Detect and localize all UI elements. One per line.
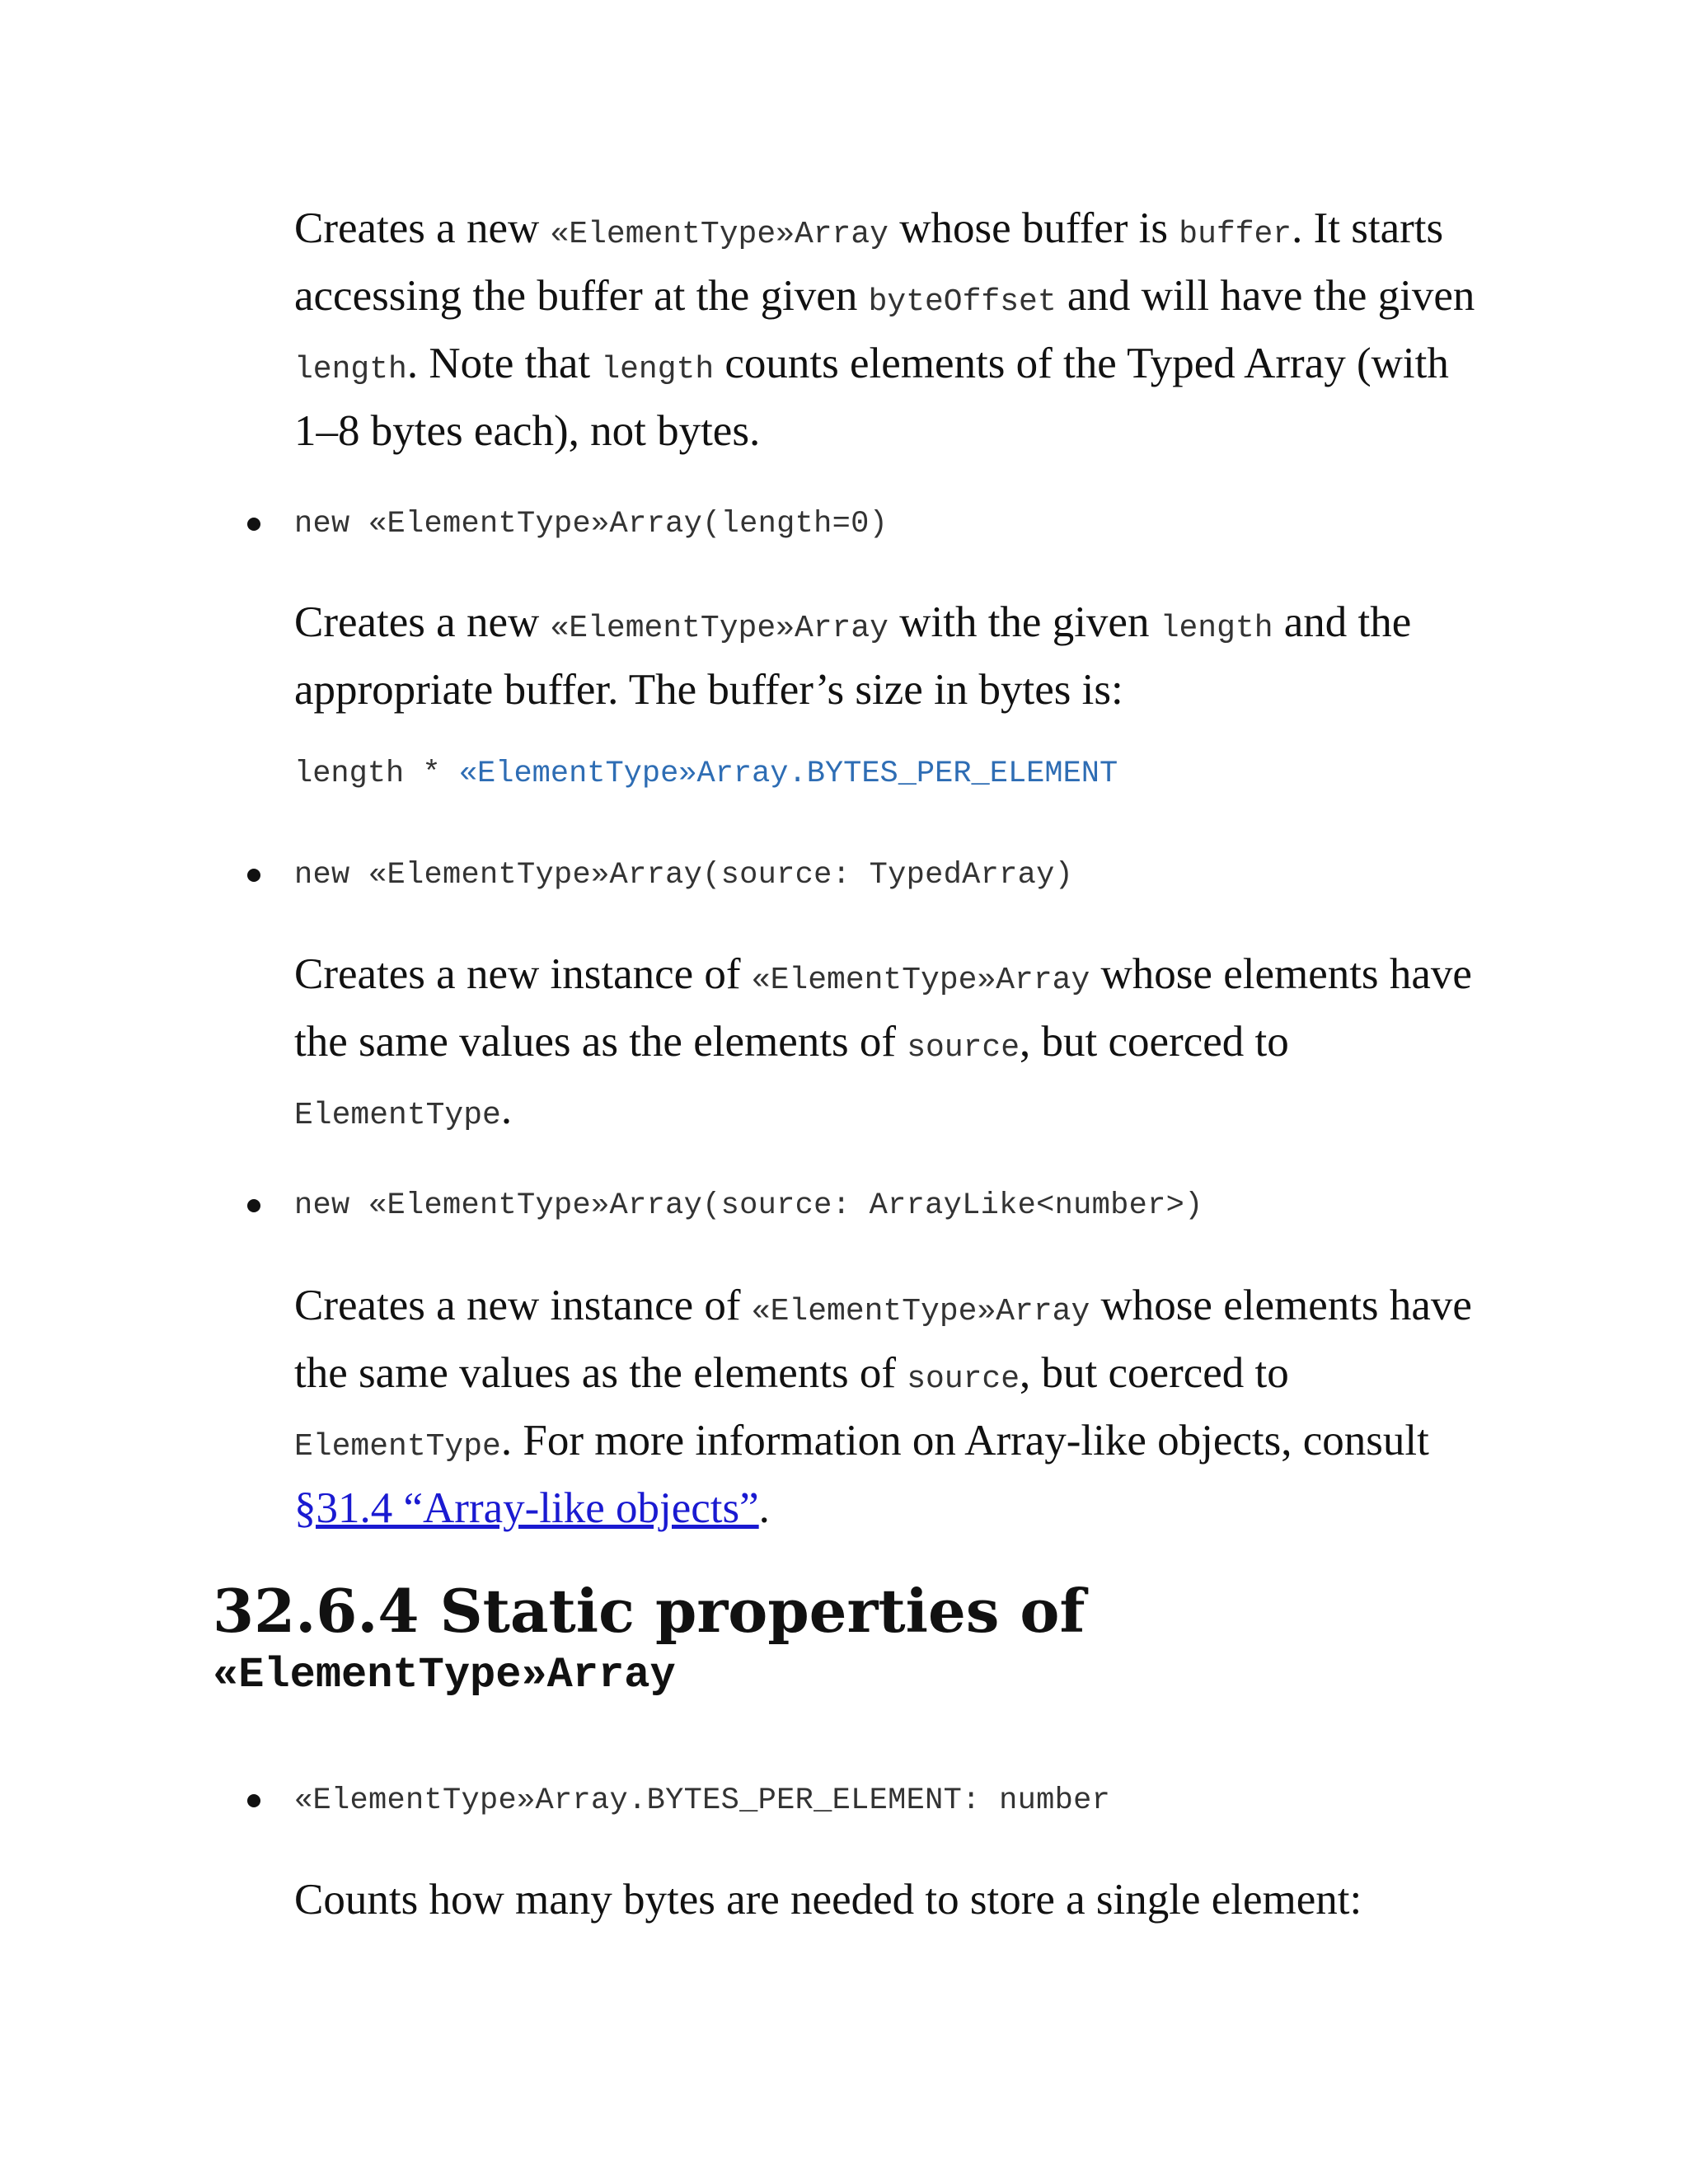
inline-code: length (601, 352, 715, 387)
paragraph-bytes-per-element: Counts how many bytes are needed to store a single element: (294, 1876, 1362, 1924)
inline-code: source (907, 1361, 1020, 1397)
list-item-typedarray-constructor (247, 855, 1073, 896)
text: Creates a new instance of (294, 1282, 752, 1329)
text: , but coerced to (1020, 1349, 1289, 1397)
paragraph-buffer-constructor (294, 198, 1481, 462)
bullet-icon (247, 1794, 260, 1807)
inline-code: length (294, 352, 407, 387)
list-item-arraylike-constructor (247, 1185, 1203, 1226)
inline-code: «ElementType»Array (550, 217, 889, 252)
paragraph-typedarray-constructor (294, 944, 1481, 1146)
signature-code: new «ElementType»Array(length=0) (294, 507, 889, 541)
code-block-buffer-size (294, 757, 1118, 791)
signature-code: new «ElementType»Array(source: ArrayLike<number>) (294, 1188, 1203, 1223)
section-heading-code: «ElementType»Array (213, 1651, 676, 1699)
text: . For more information on Array-like objects, consult (500, 1417, 1429, 1465)
list-item-bytes-per-element (247, 1780, 1110, 1821)
bullet-icon (247, 518, 260, 531)
text: Creates a new instance of (294, 950, 752, 998)
text: with the given (888, 598, 1160, 646)
list-item-length-constructor (247, 504, 888, 545)
bullet-icon (247, 1199, 260, 1212)
signature-code: new «ElementType»Array(source: TypedArray) (294, 858, 1074, 893)
inline-code: ElementType (294, 1429, 501, 1465)
inline-code: «ElementType»Array (751, 1294, 1090, 1329)
array-like-objects-link[interactable]: §31.4 “Array-like objects” (294, 1484, 759, 1532)
inline-code: byteOffset (868, 284, 1057, 320)
code-text: length * (294, 757, 459, 791)
signature-code: «ElementType»Array.BYTES_PER_ELEMENT: number (294, 1783, 1111, 1818)
text: whose elements have the same values as the elements of (294, 950, 1472, 1066)
text: , but coerced to (1020, 1018, 1289, 1066)
inline-code: «ElementType»Array (751, 963, 1090, 998)
inline-code: ElementType (294, 1098, 501, 1133)
code-highlight: «ElementType»Array.BYTES_PER_ELEMENT (458, 757, 1118, 791)
text: . Note that (406, 340, 602, 387)
text: and will have the given (1056, 272, 1475, 320)
text: Creates a new (294, 204, 551, 252)
paragraph-arraylike-constructor (294, 1275, 1481, 1540)
text: whose elements have the same values as the elements of (294, 1282, 1472, 1397)
inline-code: source (907, 1030, 1020, 1066)
text: . (500, 1085, 513, 1133)
inline-code: length (1160, 611, 1273, 646)
text: whose buffer is (888, 204, 1179, 252)
bullet-icon (247, 869, 260, 882)
paragraph-length-constructor (294, 592, 1481, 721)
text: . (758, 1484, 770, 1532)
text: . It starts accessing the buffer at the given (294, 204, 1444, 320)
section-heading: 32.6.4 Static properties of (213, 1576, 1085, 1646)
text: counts elements of the Typed Array (with 1–8 bytes each), not bytes. (294, 340, 1449, 455)
text: Creates a new (294, 598, 551, 646)
inline-code: «ElementType»Array (550, 611, 889, 646)
inline-code: buffer (1179, 217, 1292, 252)
text: and the appropriate buffer. The buffer’s size in bytes is: (294, 598, 1412, 714)
